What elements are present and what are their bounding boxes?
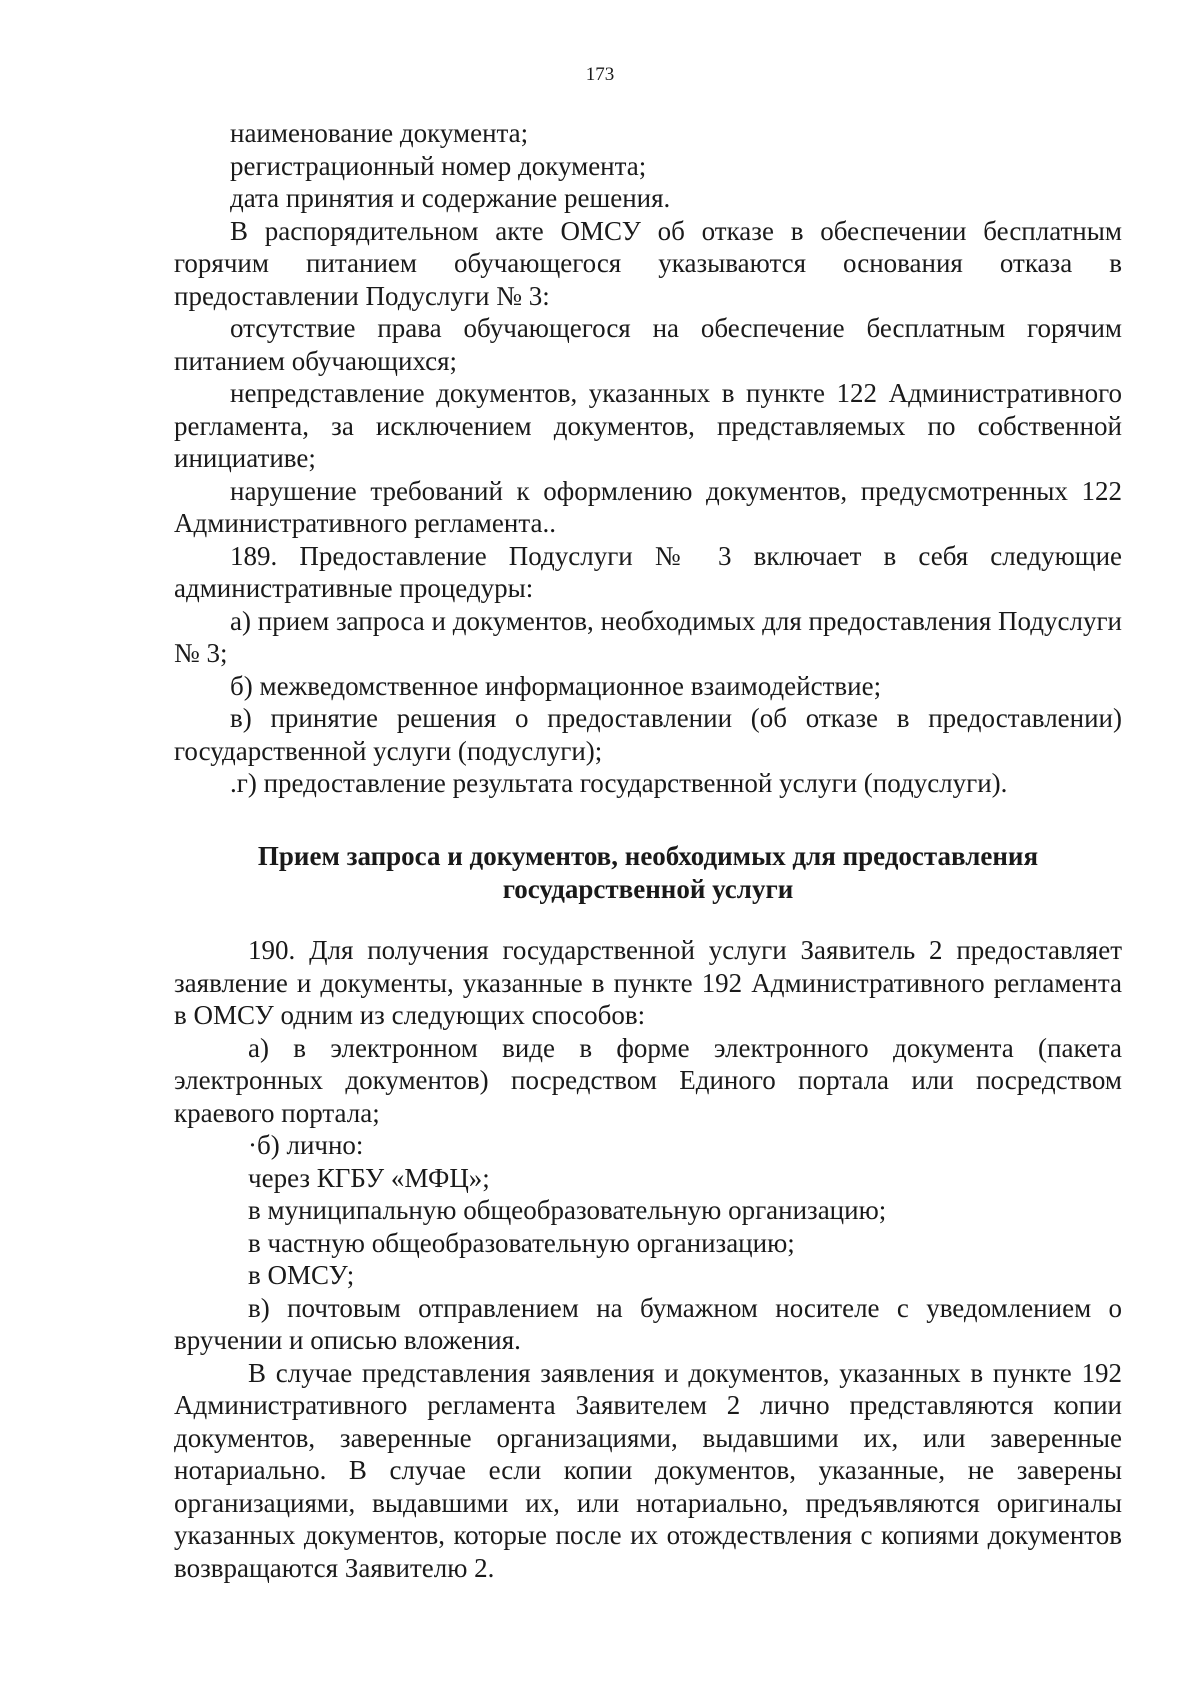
paragraph: в) принятие решения о предоставлении (об отказе в предоставлении) государственной услуги (подуслуги);: [174, 703, 1122, 766]
section-heading-line: государственной услуги: [502, 874, 794, 904]
paragraph: В распорядительном акте ОМСУ об отказе в обеспечении бесплатным горячим питанием обучающегося указываются основания отказа в предоставлении Подуслуги № 3:: [174, 215, 1122, 311]
paragraph: отсутствие права обучающегося на обеспечение бесплатным горячим питанием обучающихся;: [174, 313, 1122, 376]
paragraph: 189. Предоставление Подуслуги № 3 включает в себя следующие административные процедуры:: [174, 540, 1122, 603]
paragraph: ·б) лично:: [248, 1130, 364, 1160]
bottom-text-block: [174, 934, 1122, 1584]
paragraph: а) прием запроса и документов, необходимых для предоставления Подуслуги № 3;: [174, 605, 1122, 668]
paragraph: наименование документа;: [230, 118, 529, 148]
paragraph: В случае представления заявления и документов, указанных в пункте 192 Административного регламента Заявителем 2 лично представляются копии документов, заверенные организациями, выдавшими их, или заверенные нотариально. В случае если копии документов, указанные, не заверены организациями, выдавшими их, или нотариально, предъявляются оригиналы указанных документов, которые после их отождествления с копиями документов возвращаются Заявителю 2.: [174, 1357, 1122, 1583]
paragraph: а) в электронном виде в форме электронного документа (пакета электронных документов) посредством Единого портала или посредством краевого портала;: [174, 1032, 1122, 1128]
paragraph: непредставление документов, указанных в пункте 122 Административного регламента, за исключением документов, представляемых по собственной инициативе;: [174, 378, 1122, 473]
paragraph: через КГБУ «МФЦ»;: [248, 1162, 490, 1193]
paragraph: в частную общеобразовательную организацию;: [248, 1227, 795, 1258]
page-number: 173: [585, 64, 615, 85]
paragraph: дата принятия и содержание решения.: [230, 183, 671, 213]
paragraph: в) почтовым отправлением на бумажном носителе с уведомлением о вручении и описью вложения.: [174, 1292, 1122, 1355]
paragraph: нарушение требований к оформлению документов, предусмотренных 122 Административного регламента..: [174, 475, 1122, 538]
paragraph: в ОМСУ;: [248, 1260, 355, 1290]
top-text-block: [174, 117, 1122, 800]
section-heading: [174, 840, 1122, 906]
paragraph: .г) предоставление результата государственной услуги (подуслуги).: [230, 768, 1008, 798]
section-heading-line: Прием запроса и документов, необходимых для предоставления: [257, 841, 1039, 871]
paragraph: б) межведомственное информационное взаимодействие;: [230, 670, 882, 701]
paragraph: регистрационный номер документа;: [230, 150, 647, 181]
paragraph: 190. Для получения государственной услуги Заявитель 2 предоставляет заявление и документы, указанные в пункте 192 Административного регламента в ОМСУ одним из следующих способов:: [174, 935, 1122, 1030]
paragraph: в муниципальную общеобразовательную организацию;: [248, 1195, 887, 1225]
